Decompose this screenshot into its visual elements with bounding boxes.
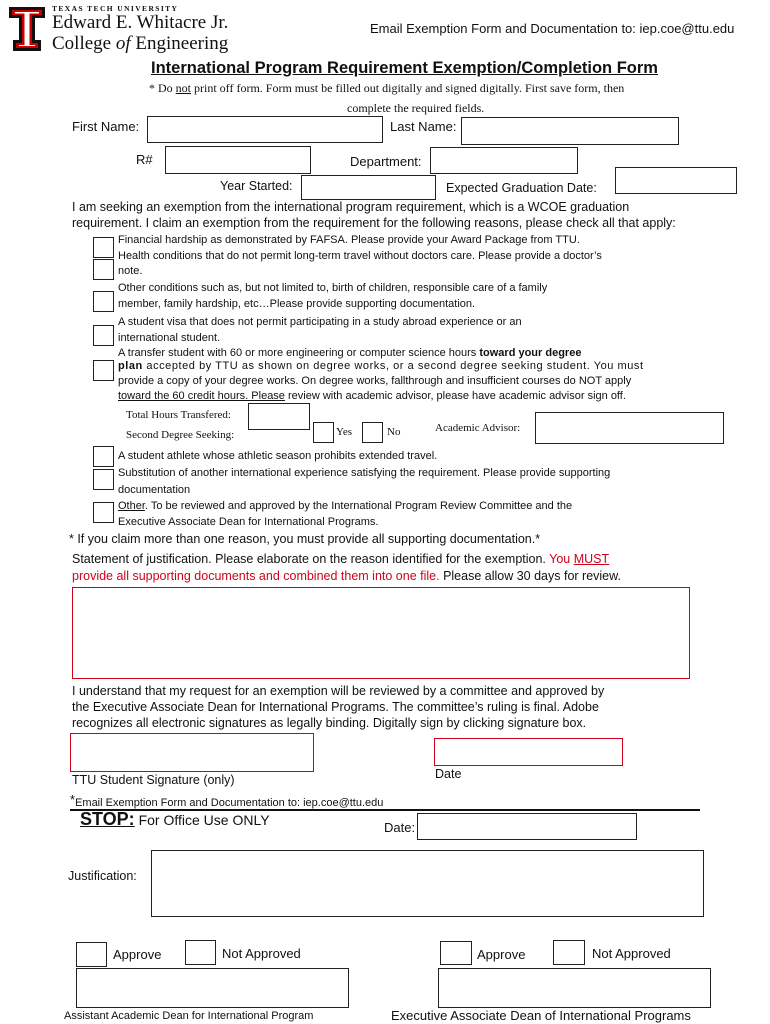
multi-reason-note: * If you claim more than one reason, you must provide all supporting documentation.* bbox=[69, 532, 541, 546]
statement-text-b: provide all supporting documents and combined them into one file. bbox=[72, 569, 440, 583]
email-footer-text: Email Exemption Form and Documentation to: iep.coe@ttu.edu bbox=[75, 797, 384, 809]
other-conditions-text-1: Other conditions such as, but not limited to, birth of children, responsible care of a family bbox=[118, 282, 548, 294]
statement-text-c: Please allow 30 days for review. bbox=[439, 569, 621, 583]
statement-you: You bbox=[549, 552, 574, 566]
office-only-label: For Office Use ONLY bbox=[134, 812, 270, 828]
office-justification-label: Justification: bbox=[68, 869, 137, 883]
transfer-checkbox[interactable] bbox=[93, 360, 114, 381]
double-t-logo-icon bbox=[8, 6, 46, 52]
assistant-dean-label: Assistant Academic Dean for International Program bbox=[64, 1010, 314, 1022]
transfer-text-4a: toward the 60 credit hours. Please bbox=[118, 390, 285, 402]
instruction-star: * Do bbox=[149, 81, 176, 95]
transfer-text-3: provide a copy of your degree works. On degree works, fallthrough and insufficient courses do NOT apply bbox=[118, 375, 632, 387]
college-word: College bbox=[52, 33, 116, 54]
office-divider bbox=[70, 809, 700, 811]
other-text-2: Executive Associate Dean for International Programs. bbox=[118, 516, 379, 528]
college-name-line1: Edward E. Whitacre Jr. bbox=[52, 12, 229, 33]
athlete-checkbox[interactable] bbox=[93, 446, 114, 467]
signature-label: TTU Student Signature (only) bbox=[72, 773, 235, 787]
email-footer-star: * bbox=[70, 792, 76, 807]
assistant-not-approved-label: Not Approved bbox=[222, 946, 301, 961]
other-text-1 bbox=[118, 500, 572, 513]
financial-checkbox[interactable] bbox=[93, 237, 114, 258]
visa-text-1: A student visa that does not permit participating in a study abroad experience or an bbox=[118, 316, 522, 328]
form-instruction-line1 bbox=[149, 81, 624, 96]
signature-date-label: Date bbox=[435, 767, 462, 781]
office-justification-field[interactable] bbox=[151, 850, 704, 917]
expected-grad-label: Expected Graduation Date: bbox=[446, 181, 597, 195]
form-title: International Program Requirement Exemption/Completion Form bbox=[151, 59, 658, 77]
university-name: TEXAS TECH UNIVERSITY bbox=[52, 4, 179, 13]
acknowledgement-line1: I understand that my request for an exemption will be reviewed by a committee and approved by bbox=[72, 684, 605, 698]
transfer-text-1a: A transfer student with 60 or more engineering or computer science hours bbox=[118, 347, 480, 359]
advisor-field[interactable] bbox=[535, 412, 724, 444]
statement-text-a: Statement of justification. Please elaborate on the reason identified for the exemption. bbox=[72, 552, 550, 566]
expected-grad-field[interactable] bbox=[615, 167, 737, 194]
intro-line2: requirement. I claim an exemption from the requirement for the following reasons, please check all that apply: bbox=[72, 216, 676, 230]
signature-date-field[interactable] bbox=[434, 738, 623, 766]
transfer-text-2b: accepted by TTU as shown on degree works, or a second degree seeking student. You must bbox=[142, 360, 644, 372]
college-name-line2 bbox=[52, 33, 228, 54]
health-text-1: Health conditions that do not permit long-term travel without doctors care. Please provide a doctor’s bbox=[118, 250, 602, 262]
college-of: of bbox=[115, 33, 131, 54]
exec-approve-checkbox[interactable] bbox=[440, 941, 472, 965]
yes-label: Yes bbox=[336, 426, 353, 438]
advisor-label: Academic Advisor: bbox=[435, 422, 521, 434]
transfer-text-2 bbox=[118, 360, 644, 373]
visa-checkbox[interactable] bbox=[93, 325, 114, 346]
college-engineering: Engineering bbox=[130, 33, 229, 54]
assistant-approve-checkbox[interactable] bbox=[76, 942, 107, 967]
office-use-heading bbox=[80, 809, 270, 829]
exec-not-approved-label: Not Approved bbox=[592, 946, 671, 961]
other-conditions-text-2: member, family hardship, etc…Please provide supporting documentation. bbox=[118, 298, 476, 310]
no-label: No bbox=[387, 426, 401, 438]
assistant-approve-label: Approve bbox=[113, 947, 162, 962]
other-text-1b: . To be reviewed and approved by the International Program Review Committee and the bbox=[144, 500, 573, 512]
visa-text-2: international student. bbox=[118, 332, 221, 344]
substitution-text-2: documentation bbox=[118, 484, 191, 496]
substitution-checkbox[interactable] bbox=[93, 469, 114, 490]
acknowledgement-line3: recognizes all electronic signatures as legally binding. Digitally sign by clicking signature box. bbox=[72, 716, 587, 730]
assistant-not-approved-checkbox[interactable] bbox=[185, 940, 216, 965]
r-number-label: R# bbox=[136, 152, 153, 167]
statement-must: MUST bbox=[573, 552, 610, 566]
r-number-field[interactable] bbox=[165, 146, 311, 174]
justification-statement-field[interactable] bbox=[72, 587, 690, 679]
transfer-text-1b: toward your degree bbox=[479, 347, 582, 359]
other-conditions-checkbox[interactable] bbox=[93, 291, 114, 312]
transfer-text-2a: plan bbox=[118, 360, 143, 372]
athlete-text: A student athlete whose athletic season prohibits extended travel. bbox=[118, 450, 438, 462]
last-name-field[interactable] bbox=[461, 117, 679, 145]
department-field[interactable] bbox=[430, 147, 578, 174]
ttu-logo bbox=[8, 6, 46, 52]
no-checkbox[interactable] bbox=[362, 422, 383, 443]
other-text-1a: Other bbox=[118, 500, 145, 512]
assistant-dean-signature-field[interactable] bbox=[76, 968, 349, 1008]
year-started-label: Year Started: bbox=[220, 179, 293, 193]
second-degree-label: Second Degree Seeking: bbox=[126, 429, 235, 441]
health-checkbox[interactable] bbox=[93, 259, 114, 280]
year-started-field[interactable] bbox=[301, 175, 436, 200]
other-checkbox[interactable] bbox=[93, 502, 114, 523]
instruction-rest: print off form. Form must be filled out digitally and signed digitally. First save form, then bbox=[191, 81, 625, 95]
exec-dean-label: Executive Associate Dean of International Programs bbox=[391, 1008, 691, 1023]
intro-line1: I am seeking an exemption from the international program requirement, which is a WCOE graduation bbox=[72, 200, 630, 214]
last-name-label: Last Name: bbox=[390, 119, 457, 134]
exec-not-approved-checkbox[interactable] bbox=[553, 940, 585, 965]
first-name-label: First Name: bbox=[72, 119, 140, 134]
transfer-text-4b: review with academic advisor, please have academic advisor sign off. bbox=[284, 390, 626, 402]
instruction-not: not bbox=[175, 81, 192, 95]
exec-approve-label: Approve bbox=[477, 947, 526, 962]
transfer-text-1 bbox=[118, 347, 581, 360]
transfer-text-4 bbox=[118, 390, 626, 403]
first-name-field[interactable] bbox=[147, 116, 383, 143]
office-date-field[interactable] bbox=[417, 813, 637, 840]
total-hours-label: Total Hours Transfered: bbox=[126, 409, 231, 421]
total-hours-field[interactable] bbox=[248, 403, 310, 430]
acknowledgement-line2: the Executive Associate Dean for International Programs. The committee’s ruling is final. Adobe bbox=[72, 700, 599, 714]
office-date-label: Date: bbox=[384, 820, 416, 835]
department-label: Department: bbox=[350, 154, 422, 169]
exec-dean-signature-field[interactable] bbox=[438, 968, 711, 1008]
health-text-2: note. bbox=[118, 265, 143, 277]
header-email-note: Email Exemption Form and Documentation to: iep.coe@ttu.edu bbox=[370, 21, 735, 36]
statement-line2 bbox=[72, 569, 621, 584]
substitution-text-1: Substitution of another international experience satisfying the requirement. Please provide supporting bbox=[118, 467, 611, 479]
yes-checkbox[interactable] bbox=[313, 422, 334, 443]
student-signature-field[interactable] bbox=[70, 733, 314, 772]
statement-line1 bbox=[72, 552, 609, 567]
form-instruction-line2: complete the required fields. bbox=[347, 101, 485, 115]
financial-text: Financial hardship as demonstrated by FAFSA. Please provide your Award Package from TTU. bbox=[118, 234, 580, 246]
stop-label: STOP: bbox=[80, 809, 135, 829]
